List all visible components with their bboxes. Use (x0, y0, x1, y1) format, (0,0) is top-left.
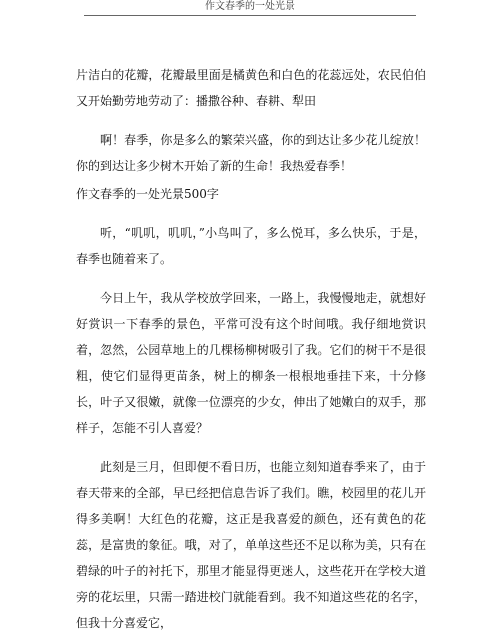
header-rule (84, 15, 416, 16)
paragraph-willow-trees: 今日上午，我从学校放学回来，一路上，我慢慢地走，就想好好赏识一下春季的景色，平常可没有这个时间哦。我仔细地赏识着，忽然，公园草地上的几棵杨柳树吸引了我。它们的树干不是很粗，使它们显得更苗条，树上的柳条一根根地垂挂下来，十分修长，叶子又很嫩，就像一位漂亮的少女，伸出了她嫩白的双手，那样子，怎能不引人喜爱？ (76, 291, 426, 435)
paragraph-spring-praise: 啊！春季，你是多么的繁荣兴盛，你的到达让多少花儿绽放！你的到达让多少树木开始了新的生命！我热爱春季！ (76, 133, 426, 173)
paragraph-birds: 听，“叽叽，叽叽，”小鸟叫了，多么悦耳，多么快乐，于是，春季也随着来了。 (76, 226, 426, 266)
paragraph-farm-work: 片洁白的花瓣，花瓣最里面是橘黄色和白色的花蕊远处，农民伯伯又开始勤劳地劳动了：播撒谷种、春耕、犁田 (76, 68, 426, 108)
running-header: 作文春季的一处光景 (205, 1, 295, 12)
document-body (76, 62, 426, 636)
essay-subtitle: 作文春季的一处光景500字 (76, 187, 219, 201)
paragraph-march-flowers: 此刻是三月，但即便不看日历，也能立刻知道春季来了，由于春天带来的全部，早已经把信息告诉了我们。瞧，校园里的花儿开得多美啊！大红色的花瓣，这正是我喜爱的颜色，还有黄色的花蕊，是富贵的象征。哦，对了，单单这些还不足以称为美，只有在碧绿的叶子的衬托下，那里才能显得更迷人，这些花开在学校大道旁的花坛里，只需一踏进校门就能看到。我不知道这些花的名字，但我十分喜爱它， (76, 460, 426, 630)
